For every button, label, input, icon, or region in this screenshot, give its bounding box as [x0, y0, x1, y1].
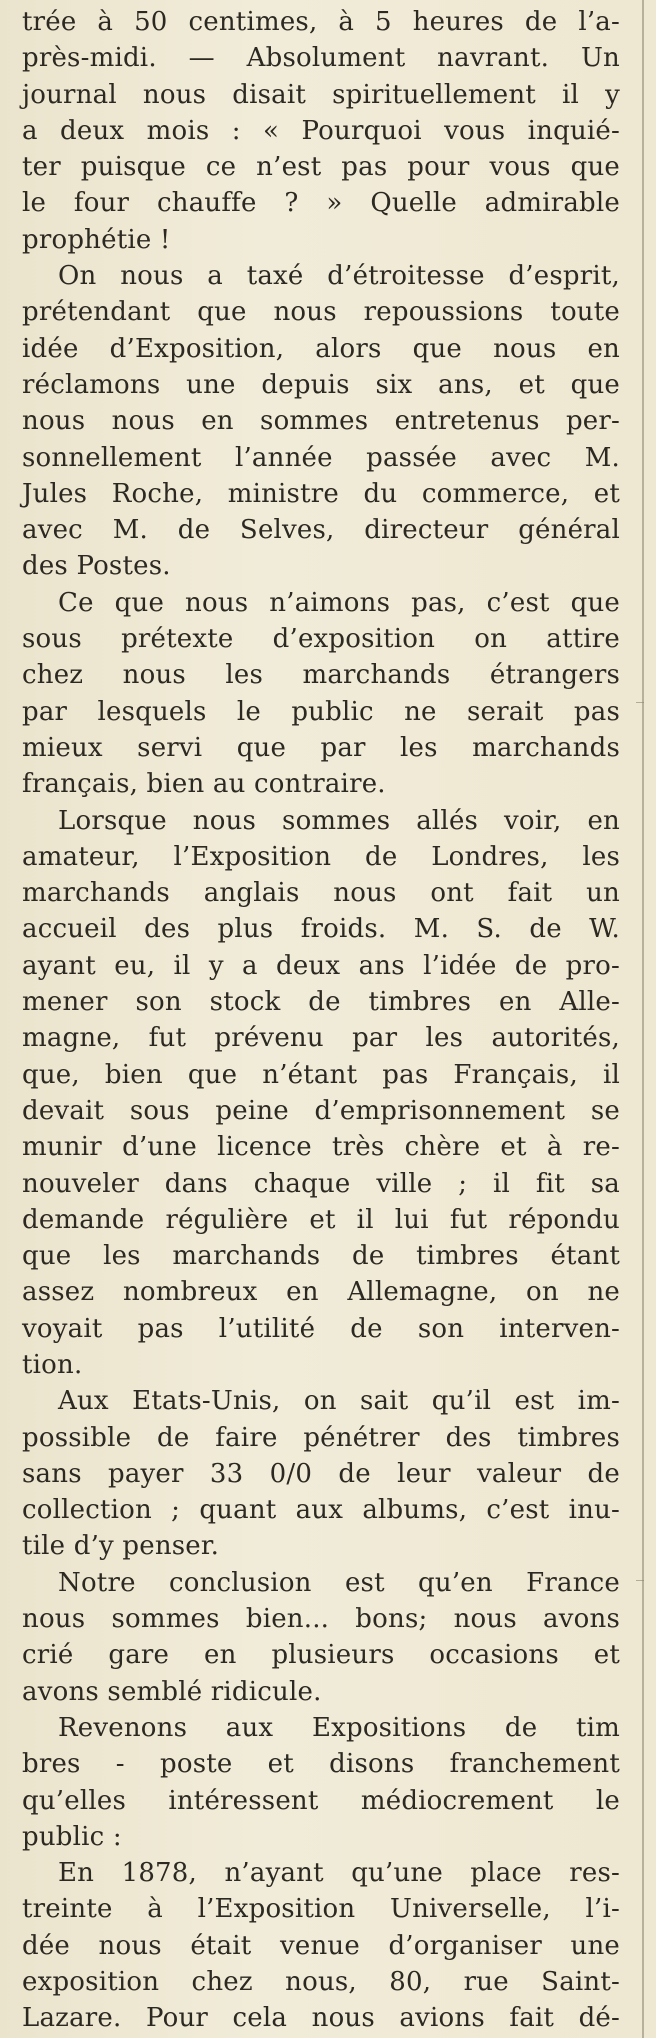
text-line: journal nous disait spirituellement il y	[22, 79, 620, 110]
text-line: collection ; quant aux albums, c’est inu-	[22, 1495, 620, 1526]
text-line: assez nombreux en Allemagne, on ne	[22, 1277, 620, 1308]
text-line: mener son stock de timbres en Alle-	[22, 987, 620, 1018]
text-line: tion.	[22, 1349, 83, 1380]
text-line: par lesquels le public ne serait pas	[22, 696, 620, 727]
text-line: accueil des plus froids. M. S. de W.	[22, 914, 620, 945]
text-line: marchands anglais nous ont fait un	[22, 878, 620, 909]
text-line: devait sous peine d’emprisonnement se	[22, 1095, 620, 1126]
text-line: mieux servi que par les marchands	[22, 732, 620, 763]
text-line: a deux mois : « Pourquoi vous inquié-	[22, 115, 620, 146]
text-line: trée à 50 centimes, à 5 heures de l’a-	[22, 7, 620, 37]
text-line: le four chauffe ? » Quelle admirable	[22, 188, 620, 219]
text-line: réclamons une depuis six ans, et que	[22, 369, 620, 400]
rule-tick	[636, 702, 644, 703]
text-line: sonnellement l’année passée avec M.	[22, 442, 620, 473]
text-line: public :	[22, 1821, 122, 1852]
text-line: prophétie !	[22, 224, 171, 255]
text-line: Notre conclusion est qu’en France	[58, 1567, 620, 1598]
text-line: idée d’Exposition, alors que nous en	[22, 333, 620, 364]
text-line: exposition chez nous, 80, rue Saint-	[22, 1967, 620, 1998]
text-line: possible de faire pénétrer des timbres	[22, 1422, 620, 1453]
text-line: des Postes.	[22, 551, 171, 582]
text-line: bres - poste et disons franchement	[22, 1749, 620, 1780]
text-line: ter puisque ce n’est pas pour vous que	[22, 152, 620, 183]
text-line: sous prétexte d’exposition on attire	[22, 624, 620, 655]
text-line: munir d’une licence très chère et à re-	[22, 1132, 620, 1163]
text-line: sans payer 33 0/0 de leur valeur de	[22, 1458, 620, 1489]
text-line: français, bien au contraire.	[22, 769, 386, 800]
text-line: que, bien que n’étant pas Français, il	[22, 1059, 620, 1090]
text-line: En 1878, n’ayant qu’une place res-	[58, 1858, 620, 1889]
text-line: treinte à l’Exposition Universelle, l’i-	[22, 1894, 620, 1925]
text-line: On nous a taxé d’étroitesse d’esprit,	[58, 261, 620, 292]
rule-tick	[636, 1580, 644, 1581]
text-line: près-midi. — Absolument navrant. Un	[22, 43, 620, 74]
text-line: Ce que nous n’aimons pas, c’est que	[58, 587, 620, 618]
text-line: dée nous était venue d’organiser une	[22, 1930, 620, 1961]
text-line: chez nous les marchands étrangers	[22, 660, 620, 691]
text-line: tile d’y penser.	[22, 1531, 220, 1562]
text-line: ayant eu, il y a deux ans l’idée de pro-	[22, 950, 620, 981]
text-line: Lorsque nous sommes allés voir, en	[58, 805, 620, 836]
text-line: Jules Roche, ministre du commerce, et	[22, 478, 620, 509]
text-line: Lazare. Pour cela nous avions fait dé-	[22, 2003, 620, 2034]
text-line: magne, fut prévenu par les autorités,	[22, 1023, 620, 1054]
text-column	[22, 4, 620, 2037]
text-line: prétendant que nous repoussions toute	[22, 297, 620, 328]
text-line: voyait pas l’utilité de son interven-	[22, 1313, 620, 1344]
column-rule	[642, 0, 644, 2038]
text-line: nouveler dans chaque ville ; il fit sa	[22, 1168, 620, 1199]
text-line: crié gare en plusieurs occasions et	[22, 1640, 620, 1671]
text-line: demande régulière et il lui fut répondu	[22, 1204, 620, 1235]
text-line: nous sommes bien... bons; nous avons	[22, 1604, 620, 1635]
text-line: avec M. de Selves, directeur général	[22, 515, 620, 546]
text-line: Aux Etats-Unis, on sait qu’il est im-	[58, 1386, 620, 1417]
text-line: Revenons aux Expositions de tim	[58, 1712, 620, 1743]
text-line: qu’elles intéressent médiocrement le	[22, 1785, 620, 1816]
text-line: que les marchands de timbres étant	[22, 1241, 620, 1272]
text-line: nous nous en sommes entretenus per-	[22, 406, 620, 437]
text-line: amateur, l’Exposition de Londres, les	[22, 841, 620, 872]
text-line: avons semblé ridicule.	[22, 1676, 322, 1707]
